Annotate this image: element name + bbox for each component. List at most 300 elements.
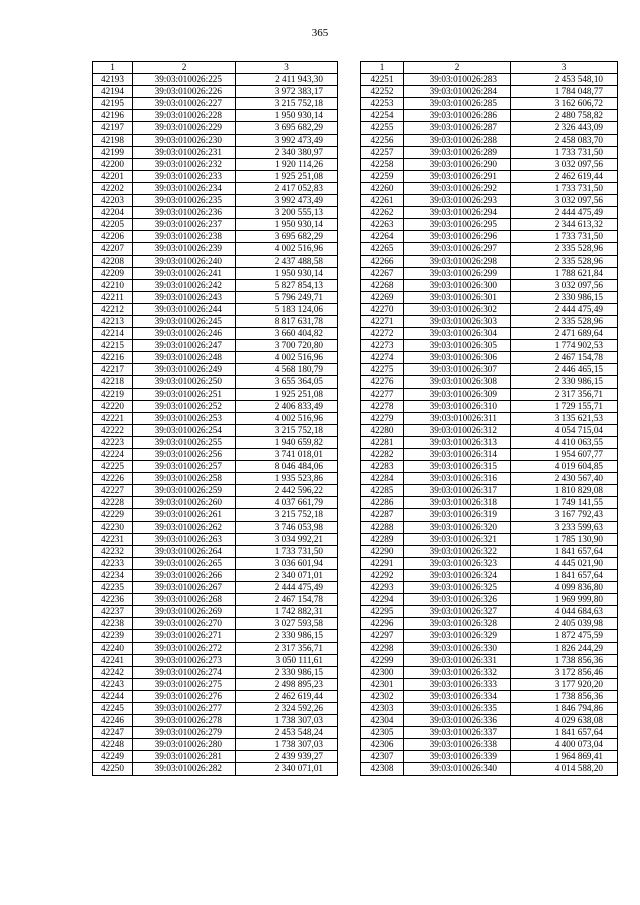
- table-row: [361, 642, 618, 654]
- cadastral-number: 39:03:010026:232: [133, 158, 236, 170]
- cadastral-number: 39:03:010026:330: [404, 642, 511, 654]
- row-number: 42291: [361, 557, 404, 569]
- column-header-3: 3: [236, 62, 338, 74]
- cadastral-number: 39:03:010026:244: [133, 303, 236, 315]
- row-number: 42276: [361, 376, 404, 388]
- row-number: 42244: [93, 690, 133, 702]
- cadastral-number: 39:03:010026:228: [133, 110, 236, 122]
- cadastral-value: 1 846 794,86: [511, 702, 618, 714]
- cadastral-number: 39:03:010026:264: [133, 545, 236, 557]
- cadastral-number: 39:03:010026:297: [404, 243, 511, 255]
- row-number: 42292: [361, 569, 404, 581]
- cadastral-number: 39:03:010026:303: [404, 315, 511, 327]
- cadastral-number: 39:03:010026:243: [133, 291, 236, 303]
- cadastral-number: 39:03:010026:312: [404, 424, 511, 436]
- row-number: 42222: [93, 424, 133, 436]
- row-number: 42194: [93, 86, 133, 98]
- row-number: 42280: [361, 424, 404, 436]
- table-row: [361, 606, 618, 618]
- column-header-3: 3: [511, 62, 618, 74]
- row-number: 42217: [93, 364, 133, 376]
- row-number: 42232: [93, 545, 133, 557]
- row-number: 42299: [361, 654, 404, 666]
- cadastral-value: 2 444 475,49: [511, 207, 618, 219]
- cadastral-number: 39:03:010026:277: [133, 702, 236, 714]
- table-row: [361, 557, 618, 569]
- row-number: 42277: [361, 388, 404, 400]
- cadastral-number: 39:03:010026:339: [404, 751, 511, 763]
- table-row: [93, 630, 338, 642]
- cadastral-number: 39:03:010026:283: [404, 74, 511, 86]
- cadastral-value: 3 660 404,82: [236, 328, 338, 340]
- table-row: [93, 376, 338, 388]
- table-row: [361, 702, 618, 714]
- cadastral-number: 39:03:010026:265: [133, 557, 236, 569]
- row-number: 42219: [93, 388, 133, 400]
- table-row: [361, 267, 618, 279]
- cadastral-number: 39:03:010026:241: [133, 267, 236, 279]
- cadastral-value: 3 233 599,63: [511, 521, 618, 533]
- cadastral-value: 2 330 986,15: [511, 376, 618, 388]
- table-row: [361, 618, 618, 630]
- cadastral-number: 39:03:010026:327: [404, 606, 511, 618]
- cadastral-value: 2 330 986,15: [236, 666, 338, 678]
- row-number: 42226: [93, 473, 133, 485]
- cadastral-value: 1 935 523,86: [236, 473, 338, 485]
- cadastral-value: 3 162 606,72: [511, 98, 618, 110]
- table-row: [361, 255, 618, 267]
- table-row: [361, 569, 618, 581]
- cadastral-number: 39:03:010026:317: [404, 485, 511, 497]
- row-number: 42297: [361, 630, 404, 642]
- row-number: 42306: [361, 739, 404, 751]
- cadastral-number: 39:03:010026:273: [133, 654, 236, 666]
- cadastral-number: 39:03:010026:294: [404, 207, 511, 219]
- cadastral-number: 39:03:010026:256: [133, 449, 236, 461]
- cadastral-value: 4 044 684,63: [511, 606, 618, 618]
- row-number: 42273: [361, 340, 404, 352]
- cadastral-value: 4 568 180,79: [236, 364, 338, 376]
- cadastral-number: 39:03:010026:288: [404, 134, 511, 146]
- row-number: 42224: [93, 449, 133, 461]
- cadastral-value: 1 826 244,29: [511, 642, 618, 654]
- row-number: 42281: [361, 436, 404, 448]
- cadastral-number: 39:03:010026:263: [133, 533, 236, 545]
- cadastral-number: 39:03:010026:333: [404, 678, 511, 690]
- cadastral-value: 3 167 792,43: [511, 509, 618, 521]
- cadastral-number: 39:03:010026:320: [404, 521, 511, 533]
- cadastral-number: 39:03:010026:308: [404, 376, 511, 388]
- cadastral-number: 39:03:010026:306: [404, 352, 511, 364]
- table-row: [93, 231, 338, 243]
- cadastral-number: 39:03:010026:266: [133, 569, 236, 581]
- row-number: 42283: [361, 461, 404, 473]
- cadastral-value: 3 036 601,94: [236, 557, 338, 569]
- cadastral-number: 39:03:010026:226: [133, 86, 236, 98]
- cadastral-number: 39:03:010026:289: [404, 146, 511, 158]
- table-row: [361, 110, 618, 122]
- table-row: [93, 364, 338, 376]
- table-row: [361, 545, 618, 557]
- cadastral-number: 39:03:010026:245: [133, 315, 236, 327]
- cadastral-number: 39:03:010026:236: [133, 207, 236, 219]
- table-row: [361, 291, 618, 303]
- cadastral-value: 3 034 992,21: [236, 533, 338, 545]
- row-number: 42235: [93, 582, 133, 594]
- cadastral-value: 4 019 604,85: [511, 461, 618, 473]
- row-number: 42201: [93, 170, 133, 182]
- row-number: 42205: [93, 219, 133, 231]
- row-number: 42213: [93, 315, 133, 327]
- table-row: [361, 582, 618, 594]
- cadastral-value: 3 746 053,98: [236, 521, 338, 533]
- table-row: [361, 134, 618, 146]
- cadastral-number: 39:03:010026:275: [133, 678, 236, 690]
- table-row: [361, 594, 618, 606]
- cadastral-number: 39:03:010026:318: [404, 497, 511, 509]
- cadastral-number: 39:03:010026:286: [404, 110, 511, 122]
- cadastral-value: 4 445 021,90: [511, 557, 618, 569]
- cadastral-value: 2 411 943,30: [236, 74, 338, 86]
- table-row: [361, 751, 618, 763]
- row-number: 42257: [361, 146, 404, 158]
- cadastral-value: 3 215 752,18: [236, 509, 338, 521]
- cadastral-value: 1 964 869,41: [511, 751, 618, 763]
- row-number: 42284: [361, 473, 404, 485]
- cadastral-value: 8 817 631,78: [236, 315, 338, 327]
- row-number: 42258: [361, 158, 404, 170]
- table-row: [93, 207, 338, 219]
- row-number: 42251: [361, 74, 404, 86]
- table-row: [93, 122, 338, 134]
- table-row: [361, 388, 618, 400]
- row-number: 42287: [361, 509, 404, 521]
- cadastral-number: 39:03:010026:310: [404, 400, 511, 412]
- cadastral-value: 1 950 930,14: [236, 110, 338, 122]
- row-number: 42223: [93, 436, 133, 448]
- table-row: [93, 449, 338, 461]
- table-row: [93, 727, 338, 739]
- row-number: 42249: [93, 751, 133, 763]
- cadastral-value: 2 417 052,83: [236, 182, 338, 194]
- cadastral-value: 2 406 833,49: [236, 400, 338, 412]
- cadastral-number: 39:03:010026:335: [404, 702, 511, 714]
- cadastral-number: 39:03:010026:239: [133, 243, 236, 255]
- cadastral-value: 2 330 986,15: [236, 630, 338, 642]
- cadastral-number: 39:03:010026:340: [404, 763, 511, 775]
- cadastral-value: 3 992 473,49: [236, 195, 338, 207]
- row-number: 42266: [361, 255, 404, 267]
- table-row: [361, 497, 618, 509]
- row-number: 42237: [93, 606, 133, 618]
- table-row: [93, 533, 338, 545]
- cadastral-value: 2 344 613,32: [511, 219, 618, 231]
- row-number: 42279: [361, 412, 404, 424]
- cadastral-value: 2 340 380,97: [236, 146, 338, 158]
- cadastral-number: 39:03:010026:281: [133, 751, 236, 763]
- cadastral-number: 39:03:010026:328: [404, 618, 511, 630]
- cadastral-number: 39:03:010026:291: [404, 170, 511, 182]
- row-number: 42264: [361, 231, 404, 243]
- cadastral-value: 4 099 836,80: [511, 582, 618, 594]
- row-number: 42274: [361, 352, 404, 364]
- table-row: [93, 594, 338, 606]
- cadastral-value: 2 498 895,23: [236, 678, 338, 690]
- cadastral-value: 4 002 516,96: [236, 412, 338, 424]
- row-number: 42229: [93, 509, 133, 521]
- table-row: [361, 424, 618, 436]
- cadastral-value: 2 453 548,24: [236, 727, 338, 739]
- row-number: 42263: [361, 219, 404, 231]
- row-number: 42269: [361, 291, 404, 303]
- row-number: 42270: [361, 303, 404, 315]
- cadastral-number: 39:03:010026:316: [404, 473, 511, 485]
- cadastral-number: 39:03:010026:295: [404, 219, 511, 231]
- row-number: 42239: [93, 630, 133, 642]
- cadastral-value: 1 733 731,50: [236, 545, 338, 557]
- cadastral-value: 1 774 902,53: [511, 340, 618, 352]
- cadastral-number: 39:03:010026:225: [133, 74, 236, 86]
- table-row: [93, 110, 338, 122]
- column-header-1: 1: [93, 62, 133, 74]
- table-row: [93, 243, 338, 255]
- row-number: 42214: [93, 328, 133, 340]
- table-row: [93, 485, 338, 497]
- cadastral-value: 3 655 364,05: [236, 376, 338, 388]
- cadastral-number: 39:03:010026:299: [404, 267, 511, 279]
- table-row: [361, 412, 618, 424]
- cadastral-value: 1 950 930,14: [236, 267, 338, 279]
- table-row: [361, 158, 618, 170]
- cadastral-value: 2 444 475,49: [511, 303, 618, 315]
- row-number: 42203: [93, 195, 133, 207]
- row-number: 42253: [361, 98, 404, 110]
- cadastral-number: 39:03:010026:300: [404, 279, 511, 291]
- table-row: [361, 98, 618, 110]
- cadastral-value: 1 733 731,50: [511, 182, 618, 194]
- table-row: [361, 509, 618, 521]
- cadastral-number: 39:03:010026:227: [133, 98, 236, 110]
- cadastral-value: 3 972 383,17: [236, 86, 338, 98]
- row-number: 42221: [93, 412, 133, 424]
- cadastral-number: 39:03:010026:234: [133, 182, 236, 194]
- row-number: 42240: [93, 642, 133, 654]
- table-row: [93, 255, 338, 267]
- row-number: 42197: [93, 122, 133, 134]
- cadastral-value: 2 317 356,71: [511, 388, 618, 400]
- row-number: 42212: [93, 303, 133, 315]
- row-number: 42304: [361, 715, 404, 727]
- cadastral-value: 4 014 588,20: [511, 763, 618, 775]
- cadastral-value: 1 925 251,08: [236, 388, 338, 400]
- table-row: [93, 715, 338, 727]
- cadastral-value: 3 172 856,46: [511, 666, 618, 678]
- table-row: [93, 618, 338, 630]
- table-row: [361, 340, 618, 352]
- cadastral-table-left: [92, 61, 338, 776]
- cadastral-number: 39:03:010026:270: [133, 618, 236, 630]
- table-row: [93, 678, 338, 690]
- cadastral-number: 39:03:010026:229: [133, 122, 236, 134]
- cadastral-number: 39:03:010026:249: [133, 364, 236, 376]
- table-row: [361, 533, 618, 545]
- table-row: [93, 763, 338, 775]
- cadastral-number: 39:03:010026:240: [133, 255, 236, 267]
- cadastral-number: 39:03:010026:247: [133, 340, 236, 352]
- table-row: [93, 424, 338, 436]
- row-number: 42305: [361, 727, 404, 739]
- cadastral-value: 1 969 999,80: [511, 594, 618, 606]
- cadastral-number: 39:03:010026:280: [133, 739, 236, 751]
- cadastral-value: 2 335 528,96: [511, 315, 618, 327]
- cadastral-number: 39:03:010026:311: [404, 412, 511, 424]
- row-number: 42278: [361, 400, 404, 412]
- cadastral-value: 2 437 488,58: [236, 255, 338, 267]
- cadastral-number: 39:03:010026:293: [404, 195, 511, 207]
- table-row: [93, 569, 338, 581]
- cadastral-number: 39:03:010026:315: [404, 461, 511, 473]
- table-row: [361, 690, 618, 702]
- cadastral-value: 2 458 083,70: [511, 134, 618, 146]
- row-number: 42307: [361, 751, 404, 763]
- row-number: 42243: [93, 678, 133, 690]
- row-number: 42246: [93, 715, 133, 727]
- table-row: [361, 521, 618, 533]
- cadastral-number: 39:03:010026:268: [133, 594, 236, 606]
- cadastral-number: 39:03:010026:323: [404, 557, 511, 569]
- cadastral-value: 2 462 619,44: [511, 170, 618, 182]
- table-row: [93, 461, 338, 473]
- cadastral-value: 1 950 930,14: [236, 219, 338, 231]
- cadastral-value: 2 340 071,01: [236, 569, 338, 581]
- cadastral-number: 39:03:010026:255: [133, 436, 236, 448]
- cadastral-number: 39:03:010026:319: [404, 509, 511, 521]
- cadastral-number: 39:03:010026:284: [404, 86, 511, 98]
- row-number: 42308: [361, 763, 404, 775]
- table-row: [361, 666, 618, 678]
- table-row: [93, 557, 338, 569]
- cadastral-number: 39:03:010026:278: [133, 715, 236, 727]
- cadastral-value: 3 032 097,56: [511, 279, 618, 291]
- row-number: 42252: [361, 86, 404, 98]
- table-row: [361, 231, 618, 243]
- cadastral-number: 39:03:010026:260: [133, 497, 236, 509]
- cadastral-number: 39:03:010026:279: [133, 727, 236, 739]
- row-number: 42193: [93, 74, 133, 86]
- table-row: [361, 630, 618, 642]
- row-number: 42286: [361, 497, 404, 509]
- table-row: [93, 340, 338, 352]
- cadastral-value: 3 032 097,56: [511, 158, 618, 170]
- row-number: 42298: [361, 642, 404, 654]
- cadastral-number: 39:03:010026:338: [404, 739, 511, 751]
- cadastral-value: 2 335 528,96: [511, 255, 618, 267]
- table-row: [361, 449, 618, 461]
- row-number: 42230: [93, 521, 133, 533]
- row-number: 42267: [361, 267, 404, 279]
- table-row: [93, 279, 338, 291]
- row-number: 42268: [361, 279, 404, 291]
- cadastral-number: 39:03:010026:302: [404, 303, 511, 315]
- row-number: 42247: [93, 727, 133, 739]
- row-number: 42259: [361, 170, 404, 182]
- row-number: 42254: [361, 110, 404, 122]
- table-row: [93, 400, 338, 412]
- cadastral-value: 1 810 829,08: [511, 485, 618, 497]
- row-number: 42293: [361, 582, 404, 594]
- cadastral-value: 1 940 659,82: [236, 436, 338, 448]
- row-number: 42231: [93, 533, 133, 545]
- cadastral-number: 39:03:010026:253: [133, 412, 236, 424]
- row-number: 42206: [93, 231, 133, 243]
- table-row: [93, 654, 338, 666]
- table-row: [93, 436, 338, 448]
- row-number: 42248: [93, 739, 133, 751]
- row-number: 42200: [93, 158, 133, 170]
- cadastral-value: 1 742 882,31: [236, 606, 338, 618]
- header-row: [93, 62, 338, 74]
- cadastral-value: 1 749 141,55: [511, 497, 618, 509]
- table-row: [93, 195, 338, 207]
- table-row: [93, 328, 338, 340]
- table-row: [361, 303, 618, 315]
- cadastral-number: 39:03:010026:287: [404, 122, 511, 134]
- cadastral-number: 39:03:010026:296: [404, 231, 511, 243]
- cadastral-number: 39:03:010026:298: [404, 255, 511, 267]
- cadastral-value: 3 992 473,49: [236, 134, 338, 146]
- table-row: [93, 473, 338, 485]
- row-number: 42215: [93, 340, 133, 352]
- cadastral-value: 3 027 593,58: [236, 618, 338, 630]
- cadastral-value: 2 462 619,44: [236, 690, 338, 702]
- cadastral-number: 39:03:010026:332: [404, 666, 511, 678]
- table-row: [361, 74, 618, 86]
- row-number: 42228: [93, 497, 133, 509]
- cadastral-number: 39:03:010026:242: [133, 279, 236, 291]
- row-number: 42242: [93, 666, 133, 678]
- cadastral-value: 3 700 720,80: [236, 340, 338, 352]
- cadastral-value: 1 925 251,08: [236, 170, 338, 182]
- cadastral-number: 39:03:010026:292: [404, 182, 511, 194]
- table-row: [93, 170, 338, 182]
- table-row: [361, 436, 618, 448]
- cadastral-value: 1 954 607,77: [511, 449, 618, 461]
- cadastral-number: 39:03:010026:257: [133, 461, 236, 473]
- row-number: 42296: [361, 618, 404, 630]
- cadastral-value: 1 841 657,64: [511, 727, 618, 739]
- table-row: [361, 219, 618, 231]
- table-row: [361, 678, 618, 690]
- cadastral-value: 4 029 638,08: [511, 715, 618, 727]
- cadastral-value: 2 446 465,15: [511, 364, 618, 376]
- row-number: 42303: [361, 702, 404, 714]
- row-number: 42290: [361, 545, 404, 557]
- row-number: 42271: [361, 315, 404, 327]
- table-row: [93, 509, 338, 521]
- row-number: 42225: [93, 461, 133, 473]
- cadastral-number: 39:03:010026:252: [133, 400, 236, 412]
- cadastral-number: 39:03:010026:276: [133, 690, 236, 702]
- table-row: [361, 182, 618, 194]
- table-row: [93, 291, 338, 303]
- cadastral-number: 39:03:010026:250: [133, 376, 236, 388]
- cadastral-number: 39:03:010026:336: [404, 715, 511, 727]
- row-number: 42241: [93, 654, 133, 666]
- cadastral-value: 2 430 567,40: [511, 473, 618, 485]
- cadastral-value: 3 200 555,13: [236, 207, 338, 219]
- row-number: 42260: [361, 182, 404, 194]
- page-number: 365: [311, 27, 329, 39]
